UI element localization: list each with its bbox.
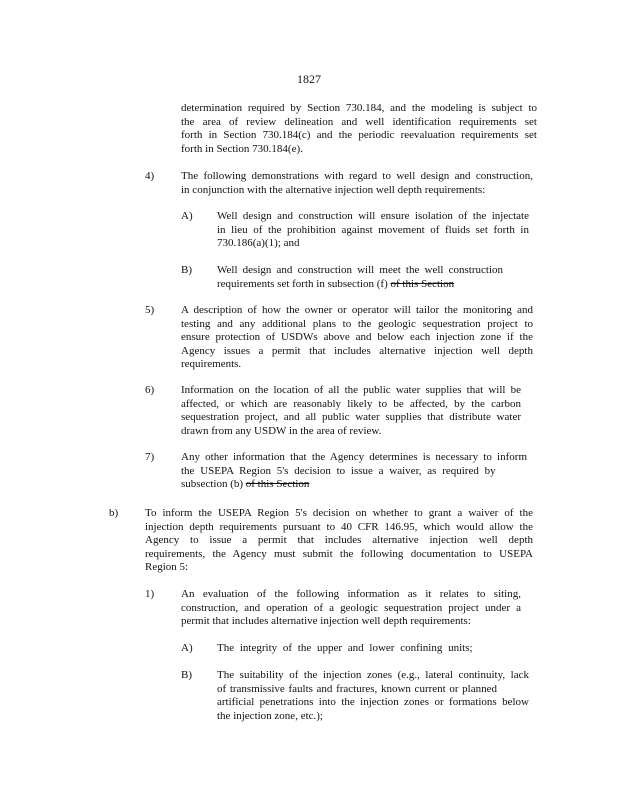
text-line: A description of how the owner or operator will tailor the monitoring and — [181, 304, 533, 316]
item-marker: 1) — [145, 588, 155, 600]
text-line: Agency issues a permit that includes alternative injection well depth — [181, 344, 533, 357]
text-line: the area of review delineation and well identification requirements set — [181, 115, 537, 128]
item-b1a-paragraph — [217, 642, 529, 656]
text-line: forth in Section 730.184(c) and the periodic reevaluation requirements set — [181, 129, 537, 142]
item-marker: 4) — [145, 170, 155, 182]
text-line: To inform the USEPA Region 5's decision on whether to grant a waiver of the — [145, 507, 533, 519]
page-number: 1827 — [297, 72, 321, 86]
text-line: construction, and operation of a geologic sequestration project under a — [181, 601, 521, 614]
item-marker: 7) — [145, 451, 155, 463]
struck-text: of this Section — [245, 478, 310, 491]
item-b1b-paragraph — [217, 669, 529, 723]
text-line: affected, or which are reasonably likely to be affected, by the carbon — [181, 397, 521, 410]
text-line: Well design and construction will meet the well construction — [217, 264, 503, 276]
text-line: artificial penetrations into the injection zones or formations below — [217, 696, 529, 709]
text-line: testing and any additional plans to the geologic sequestration project to — [181, 317, 533, 330]
text-line: sequestration project, and all public water supplies that distribute water — [181, 411, 521, 424]
item-4a-paragraph — [217, 210, 529, 251]
text-line: the USEPA Region 5's decision to issue a waiver, as required by — [181, 464, 496, 477]
text-line: drawn from any USDW in the area of review. — [181, 424, 382, 437]
text-line: requirements. — [181, 358, 242, 371]
text-line: Agency to issue a permit that includes alternative injection well depth — [145, 534, 533, 547]
text-line: determination required by Section 730.184, and the modeling is subject to — [181, 102, 537, 114]
line-text: subsection (b) — [181, 478, 246, 491]
text-line: 730.186(a)(1); and — [217, 237, 300, 250]
text-line: Well design and construction will ensure isolation of the injectate — [217, 210, 529, 222]
struck-text: of this Section — [390, 277, 455, 290]
text-line: The following demonstrations with regard to well design and construction, — [181, 170, 533, 182]
item-marker: 5) — [145, 304, 155, 316]
subitem-marker: A) — [181, 642, 193, 654]
text-line: The suitability of the injection zones (e.g., lateral continuity, lack — [217, 669, 529, 681]
item-7-paragraph — [181, 451, 527, 492]
text-line: permit that includes alternative injection well depth requirements: — [181, 615, 471, 628]
text-line: ensure protection of USDWs above and below each injection zone if the — [181, 331, 533, 344]
text-line: in lieu of the prohibition against movement of fluids set forth in — [217, 223, 529, 236]
item-b1-paragraph — [181, 588, 521, 629]
item-4-paragraph — [181, 170, 533, 197]
text-line: injection depth requirements pursuant to 40 CFR 146.95, which would allow the — [145, 520, 533, 533]
text-line: forth in Section 730.184(e). — [181, 142, 303, 155]
text-line — [181, 478, 527, 492]
text-line: the injection zone, etc.); — [217, 709, 323, 722]
text-line: An evaluation of the following information as it relates to siting, — [181, 588, 521, 600]
text-line: of transmissive faults and fractures, known current or planned — [217, 682, 497, 695]
text-line: Region 5: — [145, 561, 189, 574]
intro-paragraph — [181, 102, 537, 156]
text-line: in conjunction with the alternative injection well depth requirements: — [181, 183, 486, 196]
item-5-paragraph — [181, 304, 533, 372]
item-4b-paragraph — [217, 264, 503, 291]
section-marker: b) — [109, 507, 119, 519]
text-line: Any other information that the Agency determines is necessary to inform — [181, 451, 527, 463]
subitem-marker: A) — [181, 210, 193, 222]
line-text: requirements set forth in subsection (f) — [217, 277, 391, 290]
text-line: Information on the location of all the public water supplies that will be — [181, 384, 521, 396]
item-6-paragraph — [181, 384, 521, 438]
subitem-marker: B) — [181, 669, 192, 681]
text-line: The integrity of the upper and lower confining units; — [217, 642, 473, 654]
text-line: requirements, the Agency must submit the following documentation to USEPA — [145, 547, 533, 560]
subitem-marker: B) — [181, 264, 192, 276]
text-line — [217, 278, 503, 292]
item-b-paragraph — [145, 507, 533, 575]
item-marker: 6) — [145, 384, 155, 396]
